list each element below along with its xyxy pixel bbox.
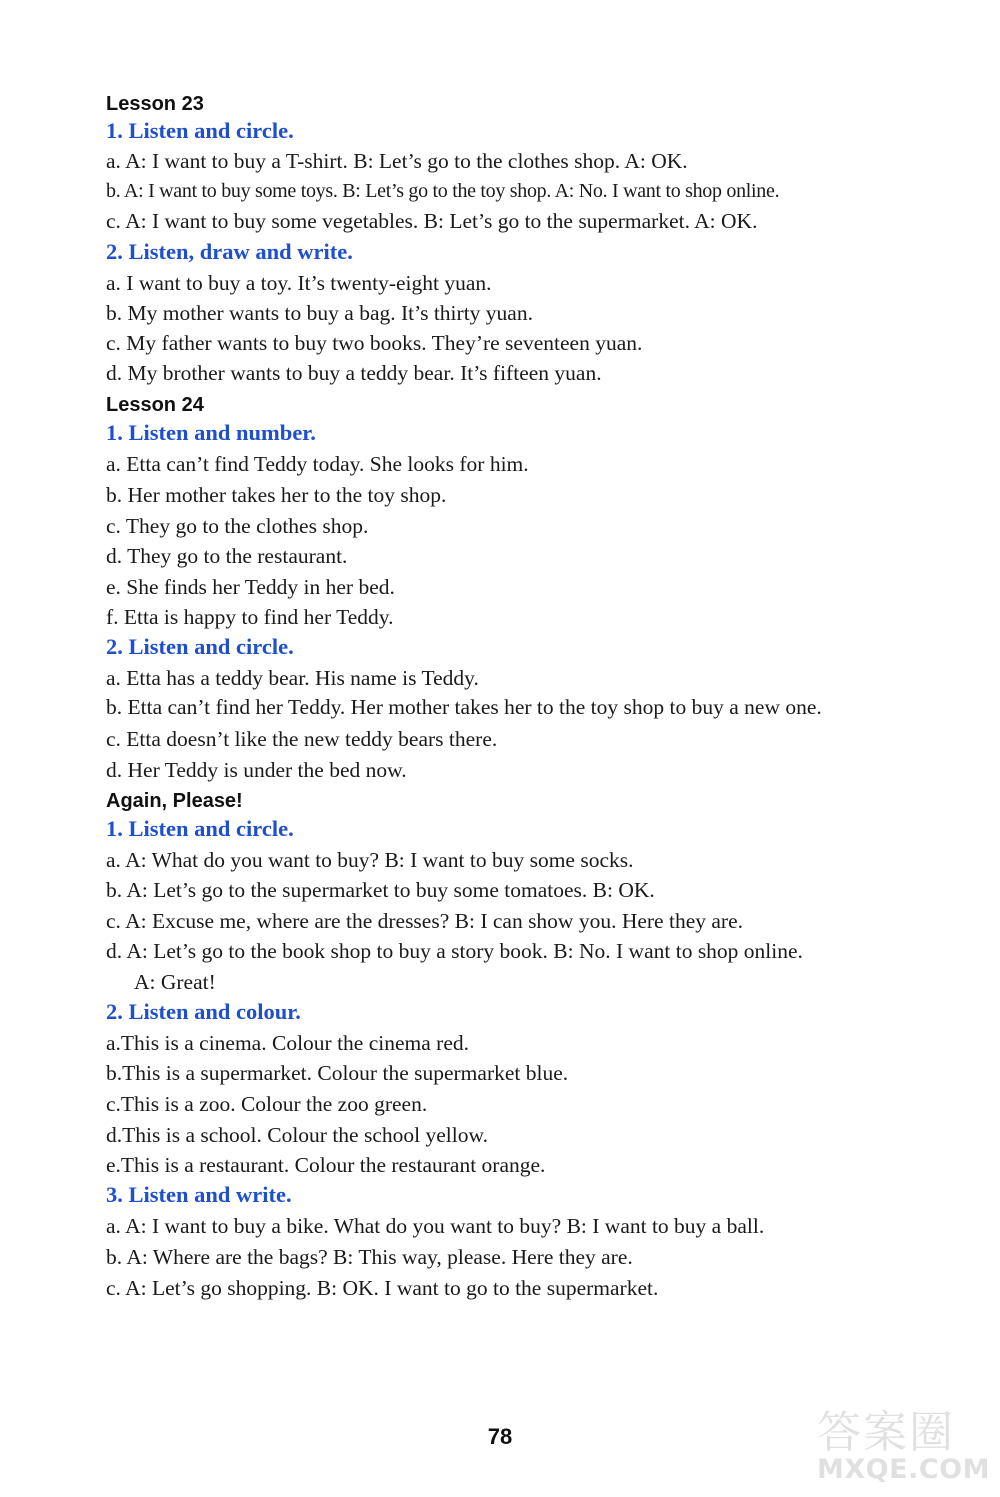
lesson-24-task-2-item: d. Her Teddy is under the bed now.	[106, 758, 407, 782]
again-task-3-item: a. A: I want to buy a bike. What do you want to buy? B: I want to buy a ball.	[106, 1214, 765, 1238]
lesson-24-task-1-item: a. Etta can’t find Teddy today. She looks for him.	[106, 452, 529, 476]
lesson-24-task-1-item: f. Etta is happy to find her Teddy.	[106, 605, 394, 629]
lesson-24-heading: Lesson 24	[106, 394, 204, 416]
again-task-3-item: c. A: Let’s go shopping. B: OK. I want to go to the supermarket.	[106, 1276, 659, 1300]
lesson-24-task-1-item: b. Her mother takes her to the toy shop.	[106, 483, 447, 507]
again-task-3-item: b. A: Where are the bags? B: This way, please. Here they are.	[106, 1245, 633, 1269]
again-please-heading: Again, Please!	[106, 790, 243, 812]
again-task-1-item: d. A: Let’s go to the book shop to buy a story book. B: No. I want to shop online.	[106, 939, 803, 963]
lesson-24-task-1-item: c. They go to the clothes shop.	[106, 514, 369, 538]
again-task-1-item: b. A: Let’s go to the supermarket to buy some tomatoes. B: OK.	[106, 878, 655, 902]
again-task-1-title: 1. Listen and circle.	[106, 816, 294, 841]
again-task-1-item: c. A: Excuse me, where are the dresses? B: I can show you. Here they are.	[106, 909, 743, 933]
lesson-23-task-2-title: 2. Listen, draw and write.	[106, 239, 353, 264]
lesson-23-heading: Lesson 23	[106, 93, 204, 115]
lesson-23-task-2-item: c. My father wants to buy two books. They’re seventeen yuan.	[106, 331, 643, 355]
again-task-2-item: a.This is a cinema. Colour the cinema red.	[106, 1031, 469, 1055]
site-watermark	[811, 1396, 990, 1491]
lesson-24-task-1-item: e. She finds her Teddy in her bed.	[106, 575, 395, 599]
again-task-1-item: a. A: What do you want to buy? B: I want to buy some socks.	[106, 848, 634, 872]
lesson-24-task-2-item: c. Etta doesn’t like the new teddy bears there.	[106, 727, 498, 751]
lesson-23-task-1-title: 1. Listen and circle.	[106, 118, 294, 143]
lesson-23-task-2-item: b. My mother wants to buy a bag. It’s thirty yuan.	[106, 301, 533, 325]
lesson-24-task-2-item: b. Etta can’t find her Teddy. Her mother takes her to the toy shop to buy a new one.	[106, 695, 822, 719]
again-task-2-item: d.This is a school. Colour the school yellow.	[106, 1123, 488, 1147]
again-task-1-item-continuation: A: Great!	[134, 970, 216, 994]
watermark-url: MXQE.COM	[817, 1454, 990, 1485]
again-task-2-item: c.This is a zoo. Colour the zoo green.	[106, 1092, 428, 1116]
lesson-23-task-2-item: a. I want to buy a toy. It’s twenty-eight yuan.	[106, 271, 492, 295]
again-task-2-item: e.This is a restaurant. Colour the restaurant orange.	[106, 1153, 546, 1177]
lesson-23-task-2-item: d. My brother wants to buy a teddy bear. It’s fifteen yuan.	[106, 361, 602, 385]
again-task-2-item: b.This is a supermarket. Colour the supermarket blue.	[106, 1061, 569, 1085]
page-number: 78	[487, 1424, 513, 1449]
lesson-23-task-1-item: b. A: I want to buy some toys. B: Let’s go to the toy shop. A: No. I want to shop online.	[106, 180, 780, 202]
again-task-2-title: 2. Listen and colour.	[106, 999, 301, 1024]
lesson-24-task-2-item: a. Etta has a teddy bear. His name is Teddy.	[106, 666, 479, 690]
lesson-24-task-1-item: d. They go to the restaurant.	[106, 544, 348, 568]
lesson-23-task-1-item: c. A: I want to buy some vegetables. B: Let’s go to the supermarket. A: OK.	[106, 209, 758, 233]
again-task-3-title: 3. Listen and write.	[106, 1182, 292, 1207]
lesson-24-task-2-title: 2. Listen and circle.	[106, 634, 294, 659]
watermark-logo-text: 答案圈	[817, 1407, 955, 1458]
lesson-24-task-1-title: 1. Listen and number.	[106, 420, 316, 445]
lesson-23-task-1-item: a. A: I want to buy a T-shirt. B: Let’s go to the clothes shop. A: OK.	[106, 149, 688, 173]
